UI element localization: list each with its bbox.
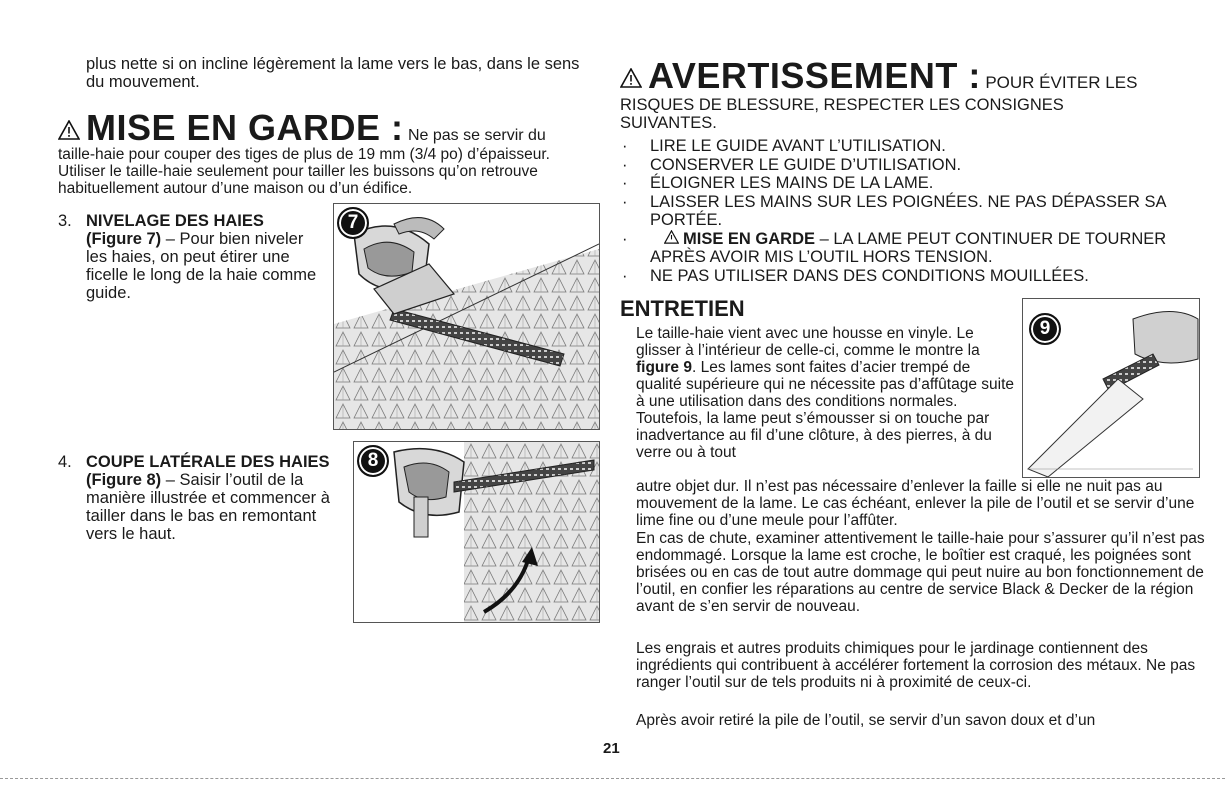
warning-text: RISQUES DE BLESSURE, RESPECTER LES CONSIGNES SUIVANTES. (620, 96, 1064, 132)
warning-title: AVERTISSEMENT : (648, 55, 981, 96)
page-divider (0, 778, 1225, 779)
caution-text: taille-haie pour couper des tiges de plus de 19 mm (3/4 po) d’épaisseur. Utiliser le taille-haie seulement pour tailler les buissons qu’on retrouve habituellement autour d’une maison ou d’un édifice. (58, 146, 550, 197)
item4-number: 4. (58, 453, 72, 471)
item3-figure-ref: (Figure 7) (86, 230, 162, 248)
maintenance-paragraph-2: En cas de chute, examiner attentivement le taille-haie pour s’assurer qu’il n’est pas endommagé. Lorsque la lame est croche, le boîtier est craqué, les poignées sont brisées ou en cas de tout autre dommage qui peut nuire au bon fonctionnement de l’outil, en confier les réparations au centre de service Black & Decker de la région avant de s’en servir de nouveau. (636, 530, 1205, 615)
intro-paragraph: plus nette si on incline légèrement la lame vers le bas, dans le sens du mouvement. (86, 55, 580, 91)
item4-block (86, 453, 346, 543)
hedge-trimmer-level-illustration (334, 204, 599, 429)
list-item: · CONSERVER LE GUIDE D’UTILISATION. (622, 155, 962, 174)
item3-title: NIVELAGE DES HAIES (86, 212, 264, 230)
warning-lead: POUR ÉVITER LES (985, 73, 1138, 92)
list-item: · LAISSER LES MAINS SUR LES POIGNÉES. NE PAS DÉPASSER SA PORTÉE. (622, 192, 1166, 229)
maintenance-paragraph-1b: autre objet dur. Il n’est pas nécessaire d’enlever la faille si elle ne nuit pas au mouvement de la lame. Le cas échéant, enlever la pile de l’outil et se servir d’une lime fine ou d’une meule pour l’affûter. (636, 478, 1195, 529)
item4-text: – Saisir l’outil de la manière illustrée et commencer à tailler dans le bas en remontant vers le haut. (86, 471, 330, 543)
figure-7-badge: 7 (337, 207, 369, 239)
hedge-trimmer-side-cut-illustration (354, 442, 599, 622)
warning-heading (620, 55, 1220, 96)
item3-text: – Pour bien niveler les haies, on peut étirer une ficelle le long de la haie comme guide. (86, 230, 317, 302)
section-title: ENTRETIEN (620, 296, 745, 321)
figure-9-badge: 9 (1029, 313, 1061, 345)
figure-8 (353, 441, 600, 623)
maintenance-paragraph-3: Les engrais et autres produits chimiques pour le jardinage contiennent des ingrédients qui contribuent à accélérer fortement la corrosion des métaux. Ne pas ranger l’outil sur de tels produits ni à proximité de ceux-ci. (636, 640, 1196, 691)
maintenance-paragraph-1a: Le taille-haie vient avec une housse en vinyle. Le glisser à l’intérieur de celle-ci, comme le montre la figure 9. Les lames sont faites d’acier trempé de qualité supérieure qui ne nécessite pas d’affûtage suite à une utilisation dans des conditions normales. Toutefois, la lame peut s’émousser si on touche par inadvertance au fil d’une clôture, à des pierres, à du verre ou à tout (636, 325, 1015, 461)
page-number: 21 (603, 740, 620, 757)
item4-title: COUPE LATÉRALE DES HAIES (Figure 8) (86, 453, 330, 489)
caution-heading (58, 107, 598, 148)
warning-triangle-icon (58, 120, 80, 140)
figure-9 (1022, 298, 1200, 478)
figure-7 (333, 203, 600, 430)
caution-lead: Ne pas se servir du (407, 127, 546, 144)
warning-triangle-icon (664, 230, 679, 244)
maintenance-paragraph-4: Après avoir retiré la pile de l’outil, se servir d’un savon doux et d’un (636, 712, 1096, 729)
list-item: · LIRE LE GUIDE AVANT L’UTILISATION. (622, 137, 946, 155)
figure-8-badge: 8 (357, 445, 389, 477)
item3-number: 3. (58, 212, 72, 230)
safety-list (620, 137, 1180, 285)
list-item: · NE PAS UTILISER DANS DES CONDITIONS MOUILLÉES. (622, 266, 1089, 285)
list-item: · ÉLOIGNER LES MAINS DE LA LAME. (622, 174, 934, 192)
item3-block (86, 212, 321, 302)
warning-triangle-icon (620, 68, 642, 88)
caution-title: MISE EN GARDE : (86, 107, 404, 148)
list-item: · MISE EN GARDE – LA LAME PEUT CONTINUER DE TOURNER APRÈS AVOIR MIS L’OUTIL HORS TENSION. (622, 229, 1167, 266)
